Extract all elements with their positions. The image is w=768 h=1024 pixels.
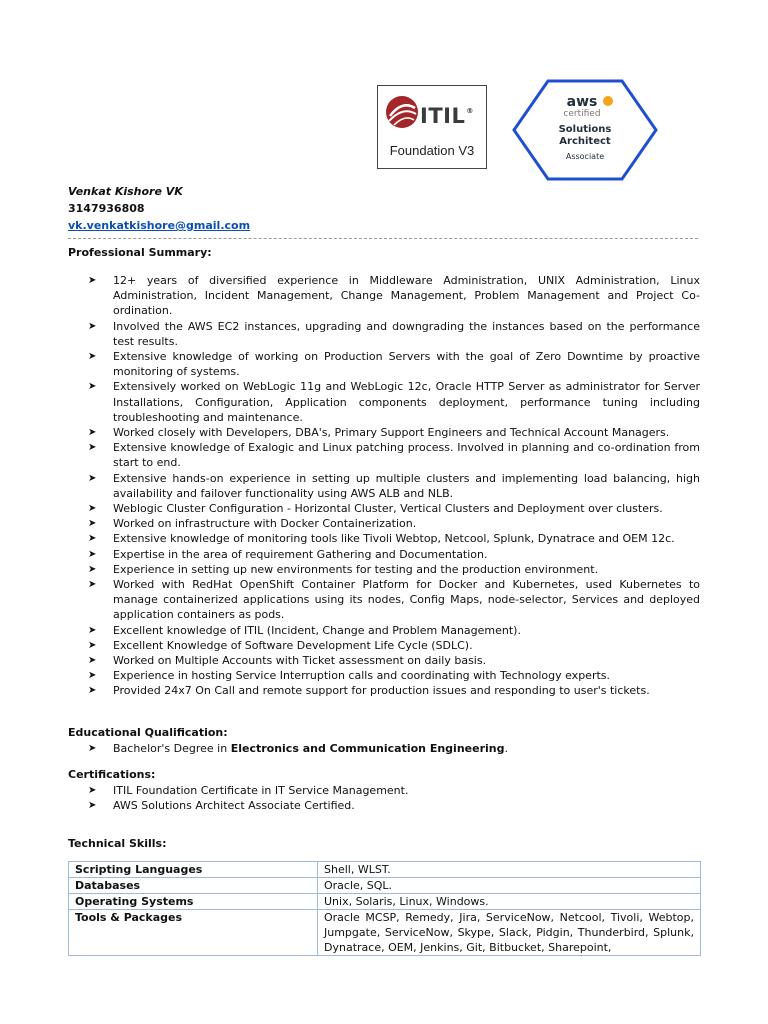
list-item: ➤ Bachelor's Degree in Electronics and Communication Engineering.	[88, 742, 508, 755]
candidate-name: Venkat Kishore VK	[68, 185, 183, 198]
skill-category: Scripting Languages	[69, 862, 318, 878]
arrow-bullet-icon: ➤	[88, 579, 97, 591]
list-item: ➤ Worked with RedHat OpenShift Container Platform for Docker and Kubernetes, used Kubernetes to manage containerized applications using its nodes, Config Maps, node-selector, Services and deployed application containers as pods.	[88, 578, 700, 622]
aws-certified-label: certified	[563, 109, 601, 119]
education-list	[88, 741, 700, 756]
list-item: ➤ Expertise in the area of requirement Gathering and Documentation.	[88, 547, 488, 561]
itil-subtitle: Foundation V3	[389, 143, 475, 158]
divider	[68, 238, 698, 239]
email-link[interactable]: vk.venkatkishore@gmail.com	[68, 219, 251, 232]
summary-heading: Professional Summary:	[68, 246, 212, 259]
list-item: ➤ Worked on Multiple Accounts with Ticket assessment on daily basis.	[88, 654, 487, 668]
arrow-bullet-icon: ➤	[88, 472, 97, 484]
arrow-bullet-icon: ➤	[88, 624, 97, 636]
contact-block	[68, 183, 250, 234]
list-item: ➤ Extensively worked on WebLogic 11g and WebLogic 12c, Oracle HTTP Server as administrator for Server Installations, Configuration, Application components deployment, performance tuning including troubleshooting and maintenance.	[88, 380, 700, 424]
arrow-bullet-icon: ➤	[88, 563, 97, 575]
arrow-bullet-icon: ➤	[88, 427, 97, 439]
list-item: ➤ Worked closely with Developers, DBA's, Primary Support Engineers and Technical Account Managers.	[88, 426, 670, 440]
itil-swirl-icon	[384, 94, 420, 130]
list-item: ➤ ITIL Foundation Certificate in IT Service Management.	[88, 784, 409, 797]
list-item: ➤ Extensive hands-on experience in setting up multiple clusters and implementing load balancing, high availability and failover functionality using AWS ALB and NLB.	[88, 471, 700, 500]
aws-wordmark: aws	[566, 94, 598, 110]
phone-number: 3147936808	[68, 202, 145, 215]
skills-table	[68, 861, 701, 956]
arrow-bullet-icon: ➤	[88, 442, 97, 454]
skill-category: Tools & Packages	[69, 910, 318, 956]
list-item: ➤ Worked on infrastructure with Docker Containerization.	[88, 517, 417, 531]
list-item: ➤ Provided 24x7 On Call and remote support for production issues and responding to user's tickets.	[88, 684, 650, 698]
arrow-bullet-icon: ➤	[88, 381, 97, 393]
skill-values: Unix, Solaris, Linux, Windows.	[318, 894, 701, 910]
arrow-bullet-icon: ➤	[88, 503, 97, 515]
degree-name: Electronics and Communication Engineering	[230, 742, 505, 755]
arrow-bullet-icon: ➤	[88, 639, 97, 651]
table-row	[69, 862, 701, 878]
skill-values: Oracle MCSP, Remedy, Jira, ServiceNow, Netcool, Tivoli, Webtop, Jumpgate, ServiceNow, Skype, Slack, Pidgin, Thunderbird, Splunk, Dynatrace, OEM, Jenkins, Git, Bitbucket, Sharepoint,	[318, 910, 701, 956]
list-item: ➤ Experience in setting up new environments for testing and the production environment.	[88, 562, 599, 576]
arrow-bullet-icon: ➤	[88, 533, 97, 545]
aws-certified-badge	[512, 78, 658, 182]
aws-cert-line2: Architect	[559, 136, 611, 147]
list-item: ➤ Excellent knowledge of ITIL (Incident, Change and Problem Management).	[88, 623, 521, 637]
list-item: ➤ Experience in hosting Service Interruption calls and coordinating with Technology experts.	[88, 669, 611, 683]
aws-cert-level: Associate	[565, 152, 605, 161]
arrow-bullet-icon: ➤	[88, 518, 97, 530]
skill-category: Operating Systems	[69, 894, 318, 910]
checkmark-icon	[603, 96, 613, 106]
list-item: ➤ AWS Solutions Architect Associate Certified.	[88, 799, 355, 813]
list-item: ➤ Extensive knowledge of monitoring tools like Tivoli Webtop, Netcool, Splunk, Dynatrace and OEM 12c.	[88, 532, 675, 546]
aws-cert-line1: Solutions	[558, 124, 612, 135]
list-item: ➤ Extensive knowledge of Exalogic and Linux patching process. Involved in planning and co-ordination from start to end.	[88, 441, 700, 470]
itil-wordmark: ITIL®	[420, 104, 474, 128]
arrow-bullet-icon: ➤	[88, 320, 97, 332]
arrow-bullet-icon: ➤	[88, 685, 97, 697]
arrow-bullet-icon: ➤	[88, 743, 97, 754]
skill-category: Databases	[69, 878, 318, 894]
list-item: ➤ Weblogic Cluster Configuration - Horizontal Cluster, Vertical Clusters and Deployment over clusters.	[88, 502, 663, 516]
arrow-bullet-icon: ➤	[88, 655, 97, 667]
list-item: ➤ Extensive knowledge of working on Production Servers with the goal of Zero Downtime by proactive monitoring of systems.	[88, 350, 700, 379]
arrow-bullet-icon: ➤	[88, 548, 97, 560]
summary-list	[88, 273, 700, 699]
table-row	[69, 894, 701, 910]
arrow-bullet-icon: ➤	[88, 785, 97, 796]
table-row	[69, 878, 701, 894]
itil-foundation-logo	[377, 85, 487, 169]
certifications-heading: Certifications:	[68, 768, 156, 781]
arrow-bullet-icon: ➤	[88, 275, 97, 286]
list-item: ➤ Involved the AWS EC2 instances, upgrading and downgrading the instances based on the performance test results.	[88, 319, 700, 348]
list-item: ➤ Excellent Knowledge of Software Development Life Cycle (SDLC).	[88, 638, 473, 652]
arrow-bullet-icon: ➤	[88, 351, 97, 363]
skill-values: Oracle, SQL.	[318, 878, 701, 894]
arrow-bullet-icon: ➤	[88, 670, 97, 682]
education-heading: Educational Qualification:	[68, 726, 228, 739]
skill-values: Shell, WLST.	[318, 862, 701, 878]
skills-heading: Technical Skills:	[68, 837, 167, 850]
list-item: ➤ 12+ years of diversified experience in Middleware Administration, UNIX Administration, Linux Administration, Incident Management, Change Management, Problem Management and Project Co-ordination.	[88, 274, 700, 318]
table-row	[69, 910, 701, 956]
arrow-bullet-icon: ➤	[88, 800, 97, 812]
certifications-list	[88, 783, 700, 813]
